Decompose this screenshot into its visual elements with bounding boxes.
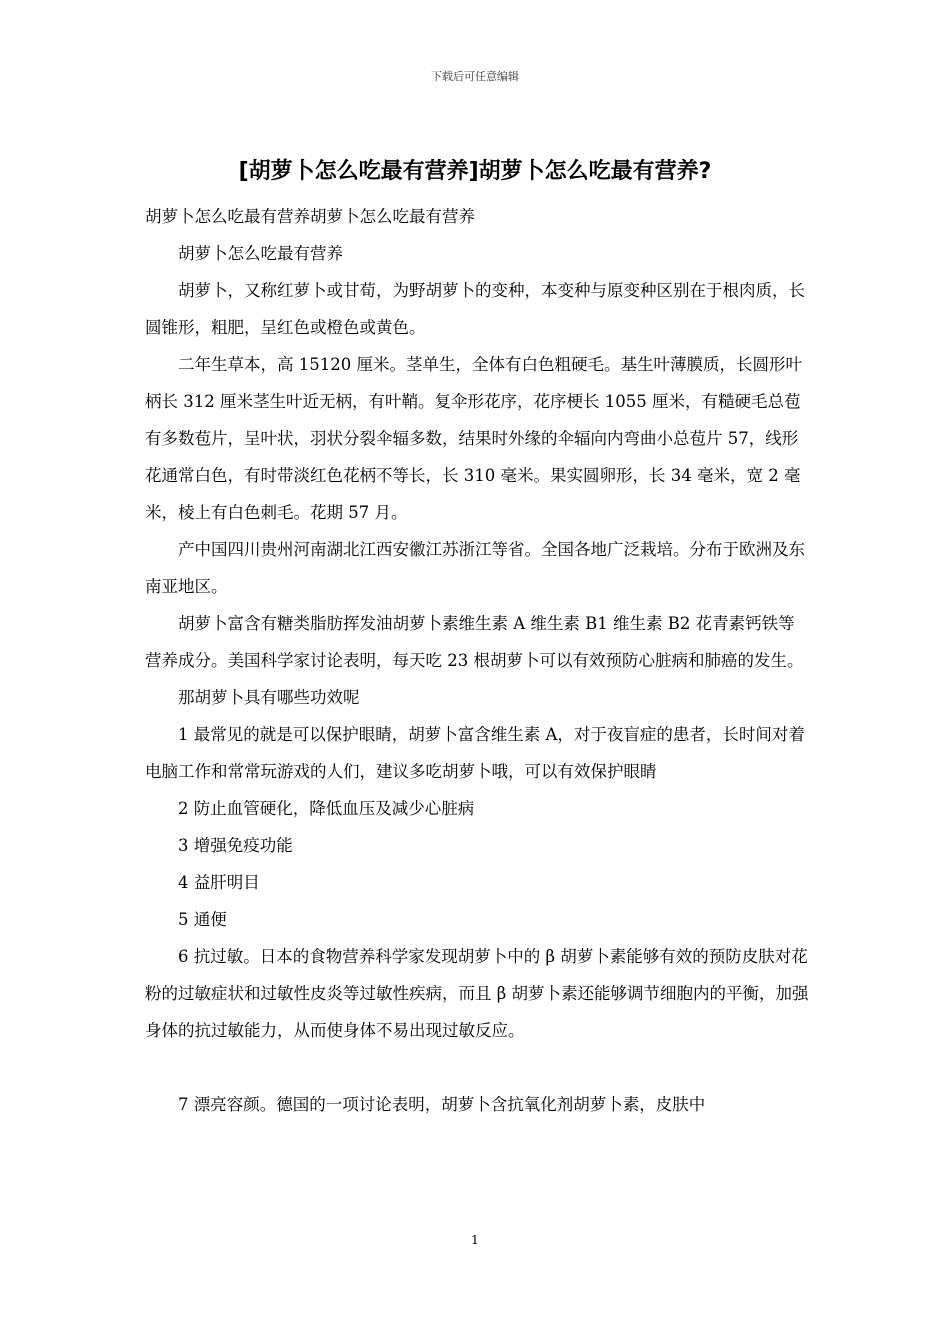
list-item: 3 增强免疫功能	[178, 836, 293, 855]
list-item: 7 漂亮容颜。德国的一项讨论表明，胡萝卜含抗氧化剂胡萝卜素，皮肤中	[178, 1095, 706, 1114]
paragraph-benefits-question: 那胡萝卜具有哪些功效呢	[178, 688, 360, 707]
list-item: 2 防止血管硬化，降低血压及减少心脏病	[178, 799, 475, 818]
list-item: 6 抗过敏。日本的食物营养科学家发现胡萝卜中的 β 胡萝卜素能够有效的预防皮肤对花粉的过敏症状和过敏性皮炎等过敏性疾病，而且 β 胡萝卜素还能够调节细胞内的平衡，加强身体的抗过敏能力，从而使身体不易出现过敏反应。	[145, 947, 809, 1040]
paragraph-spacer	[145, 1049, 809, 1086]
page-header-note: 下载后可任意编辑	[431, 70, 519, 83]
page-number: 1	[471, 1233, 479, 1247]
paragraph-distribution: 产中国四川贵州河南湖北江西安徽江苏浙江等省。全国各地广泛栽培。分布于欧洲及东南亚地区。	[145, 540, 805, 596]
list-item: 4 益肝明目	[178, 873, 260, 892]
document-body	[145, 198, 809, 1123]
paragraph-morphology: 二年生草本，高 15120 厘米。茎单生，全体有白色粗硬毛。基生叶薄膜质，长圆形叶柄长 312 厘米茎生叶近无柄，有叶鞘。复伞形花序，花序梗长 1055 厘米，有糙硬毛总苞有多数苞片，呈叶状，羽状分裂伞辐多数，结果时外缘的伞辐向内弯曲小总苞片 57，线形花通常白色，有时带淡红色花柄不等长，长 310 毫米。果实圆卵形，长 34 毫米，宽 2 毫米，棱上有白色刺毛。花期 57 月。	[145, 355, 802, 522]
list-item: 1 最常见的就是可以保护眼睛，胡萝卜富含维生素 A，对于夜盲症的患者，长时间对着电脑工作和常常玩游戏的人们，建议多吃胡萝卜哦，可以有效保护眼睛	[145, 725, 805, 781]
paragraph-heading: 胡萝卜怎么吃最有营养	[178, 244, 343, 263]
list-item: 5 通便	[178, 910, 227, 929]
paragraph-subtitle: 胡萝卜怎么吃最有营养胡萝卜怎么吃最有营养	[145, 207, 475, 226]
document-title: [胡萝卜怎么吃最有营养]胡萝卜怎么吃最有营养?	[238, 159, 712, 184]
paragraph-nutrition: 胡萝卜富含有糖类脂肪挥发油胡萝卜素维生素 A 维生素 B1 维生素 B2 花青素钙铁等营养成分。美国科学家讨论表明，每天吃 23 根胡萝卜可以有效预防心脏病和肺癌的发生。	[145, 614, 804, 670]
paragraph-intro: 胡萝卜，又称红萝卜或甘荀，为野胡萝卜的变种，本变种与原变种区别在于根肉质，长圆锥形，粗肥，呈红色或橙色或黄色。	[145, 281, 805, 337]
